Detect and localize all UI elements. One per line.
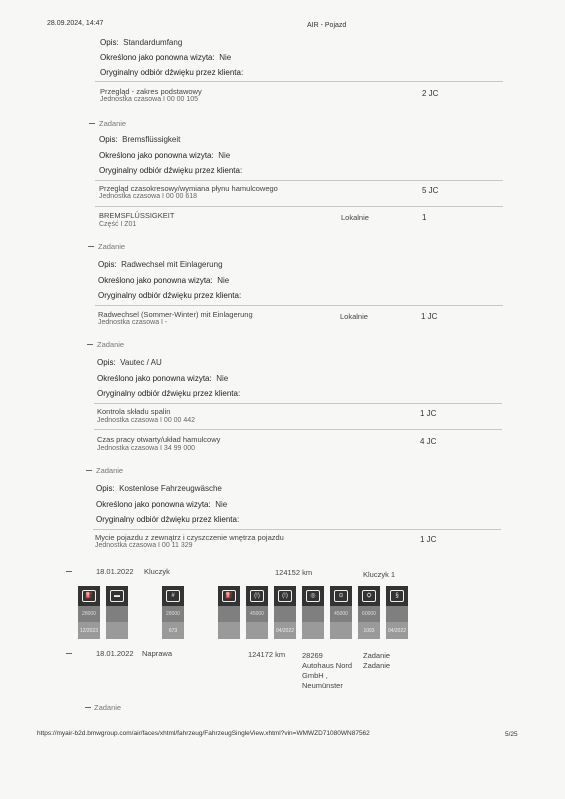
okreslono-label: Określono jako ponowna wizyta: xyxy=(98,276,213,285)
service-item-qty: 1 JC xyxy=(421,312,438,321)
service-card xyxy=(218,586,240,639)
service-item-unit: Jednostka czasowa I - xyxy=(98,319,168,326)
part-qty: 1 xyxy=(422,213,427,222)
zadanie-header: Zadanie xyxy=(98,242,126,251)
service-card xyxy=(386,586,408,639)
service-card-mileage xyxy=(274,606,296,622)
zadanie-header: Zadanie xyxy=(97,340,125,349)
okreslono-value: Nie xyxy=(218,151,231,160)
service-card xyxy=(302,586,324,639)
opis-value: Bremsflüssigkeit xyxy=(122,135,181,144)
car-service-icon: ⛭ xyxy=(362,590,376,602)
oryginalny-label: Oryginalny odbiór dźwięku przez klienta: xyxy=(97,389,241,398)
service-card-mileage xyxy=(386,606,408,622)
brake-fluid-icon: (!) xyxy=(278,590,292,602)
part-unit: Część I Z01 xyxy=(99,221,137,228)
service-card-due xyxy=(218,622,240,639)
history-col-a: Zadanie xyxy=(363,651,391,660)
service-card-due xyxy=(246,622,268,639)
opis-label: Opis: xyxy=(100,38,119,47)
service-item-name: Radwechsel (Sommer-Winter) mit Einlagerung xyxy=(98,310,253,319)
opis-value: Standardumfang xyxy=(123,38,183,47)
service-card-mileage: 28000 xyxy=(166,611,180,617)
service-item-unit: Jednostka czasowa I 00 11 329 xyxy=(95,542,193,549)
service-card-mileage xyxy=(218,606,240,622)
opis-value: Kostenlose Fahrzeugwäsche xyxy=(119,484,222,493)
service-item-qty: 4 JC xyxy=(420,437,437,446)
okreslono-label: Określono jako ponowna wizyta: xyxy=(100,53,215,62)
legal-icon: § xyxy=(390,590,404,602)
zadanie-header: Zadanie xyxy=(96,466,124,475)
history-col-b: Zadanie xyxy=(363,661,391,670)
history-date: 18.01.2022 xyxy=(96,567,134,576)
service-card-mileage: 45000 xyxy=(250,611,264,617)
okreslono-value: Nie xyxy=(215,500,228,509)
page-number: 5/25 xyxy=(505,731,518,738)
service-item-name: Kontrola składu spalin xyxy=(97,407,171,416)
oil-icon: ⛽ xyxy=(82,590,96,602)
oryginalny-label: Oryginalny odbiór dźwięku przez klienta: xyxy=(96,515,240,524)
oryginalny-label: Oryginalny odbiór dźwięku przez klienta: xyxy=(99,166,243,175)
service-card xyxy=(78,586,100,639)
brake-icon: (!) xyxy=(250,590,264,602)
service-card-due: 12/2023 xyxy=(78,622,100,639)
zadanie-header: Zadanie xyxy=(94,703,122,712)
opis-value: Vautec / AU xyxy=(120,358,162,367)
history-dealer: 28269 Autohaus Nord GmbH , Neumünster xyxy=(302,651,353,690)
service-card-due: 04/2022 xyxy=(274,622,296,639)
opis-label: Opis: xyxy=(99,135,118,144)
service-card-mileage: 45000 xyxy=(334,611,348,617)
service-item-location: Lokalnie xyxy=(340,312,368,321)
service-item-qty: 5 JC xyxy=(422,186,439,195)
service-item-unit: Jednostka czasowa I 34 99 000 xyxy=(97,445,196,452)
inspection-icon: # xyxy=(166,590,180,602)
service-card xyxy=(274,586,296,639)
service-card xyxy=(246,586,268,639)
service-card-mileage: 28000 xyxy=(82,611,96,617)
service-card-due xyxy=(106,622,128,639)
okreslono-value: Nie xyxy=(217,276,230,285)
service-item-qty: 1 JC xyxy=(420,409,437,418)
oryginalny-label: Oryginalny odbiór dźwięku przez klienta: xyxy=(98,291,242,300)
service-item-name: Przegląd czasokresowy/wymiana płynu hamulcowego xyxy=(99,184,278,193)
history-type: Kluczyk xyxy=(144,567,170,576)
okreslono-label: Określono jako ponowna wizyta: xyxy=(96,500,211,509)
page-title: AIR - Pojazd xyxy=(307,22,347,29)
service-item-unit: Jednostka czasowa I 00 00 618 xyxy=(99,193,198,200)
history-key: Kluczyk 1 xyxy=(363,570,396,579)
fuel-filter-icon: ⛽ xyxy=(222,590,236,602)
opis-label: Opis: xyxy=(96,484,115,493)
oil-can-icon: ▬ xyxy=(110,590,124,602)
part-name: BREMSFLÜSSIGKEIT xyxy=(99,211,175,220)
service-item-qty: 2 JC xyxy=(422,89,439,98)
service-item-qty: 1 JC xyxy=(420,535,437,544)
rear-brake-icon: ◎ xyxy=(306,590,320,602)
okreslono-value: Nie xyxy=(219,53,232,62)
part-location: Lokalnie xyxy=(341,213,369,222)
service-card xyxy=(358,586,380,639)
okreslono-label: Określono jako ponowna wizyta: xyxy=(99,151,214,160)
service-card-due: 1093 xyxy=(358,622,380,639)
zadanie-header: Zadanie xyxy=(99,119,127,128)
opis-label: Opis: xyxy=(98,260,117,269)
service-card-due xyxy=(330,622,352,639)
service-card-mileage: 60000 xyxy=(362,611,376,617)
service-item-name: Mycie pojazdu z zewnątrz i czyszczenie wnętrza pojazdu xyxy=(95,533,284,542)
history-km: 124172 km xyxy=(248,650,286,659)
service-card xyxy=(106,586,128,639)
okreslono-value: Nie xyxy=(216,374,229,383)
service-card-due: 673 xyxy=(162,622,184,639)
history-type: Naprawa xyxy=(142,649,173,658)
car-front-icon: ⊙ xyxy=(334,590,348,602)
service-card-due: 04/2022 xyxy=(386,622,408,639)
service-card-mileage xyxy=(302,606,324,622)
service-card-due xyxy=(302,622,324,639)
okreslono-label: Określono jako ponowna wizyta: xyxy=(97,374,212,383)
footer-url: https://myair-b2d.bmwgroup.com/air/faces/xhtml/fahrzeug/FahrzeugSingleView.xhtml?vin=WMWZD71080WN87562 xyxy=(37,730,370,737)
history-km: 124152 km xyxy=(275,568,313,577)
service-item-unit: Jednostka czasowa I 00 00 442 xyxy=(97,417,196,424)
service-item-unit: Jednostka czasowa I 00 00 105 xyxy=(100,96,199,103)
opis-value: Radwechsel mit Einlagerung xyxy=(121,260,223,269)
service-card-mileage xyxy=(106,606,128,622)
service-item-name: Czas pracy otwarty/układ hamulcowy xyxy=(97,435,221,444)
service-item-name: Przegląd - zakres podstawowy xyxy=(100,87,202,96)
opis-label: Opis: xyxy=(97,358,116,367)
oryginalny-label: Oryginalny odbiór dźwięku przez klienta: xyxy=(100,68,244,77)
service-card xyxy=(330,586,352,639)
service-card xyxy=(162,586,184,639)
history-date: 18.01.2022 xyxy=(96,649,134,658)
print-datetime: 28.09.2024, 14:47 xyxy=(47,20,104,27)
